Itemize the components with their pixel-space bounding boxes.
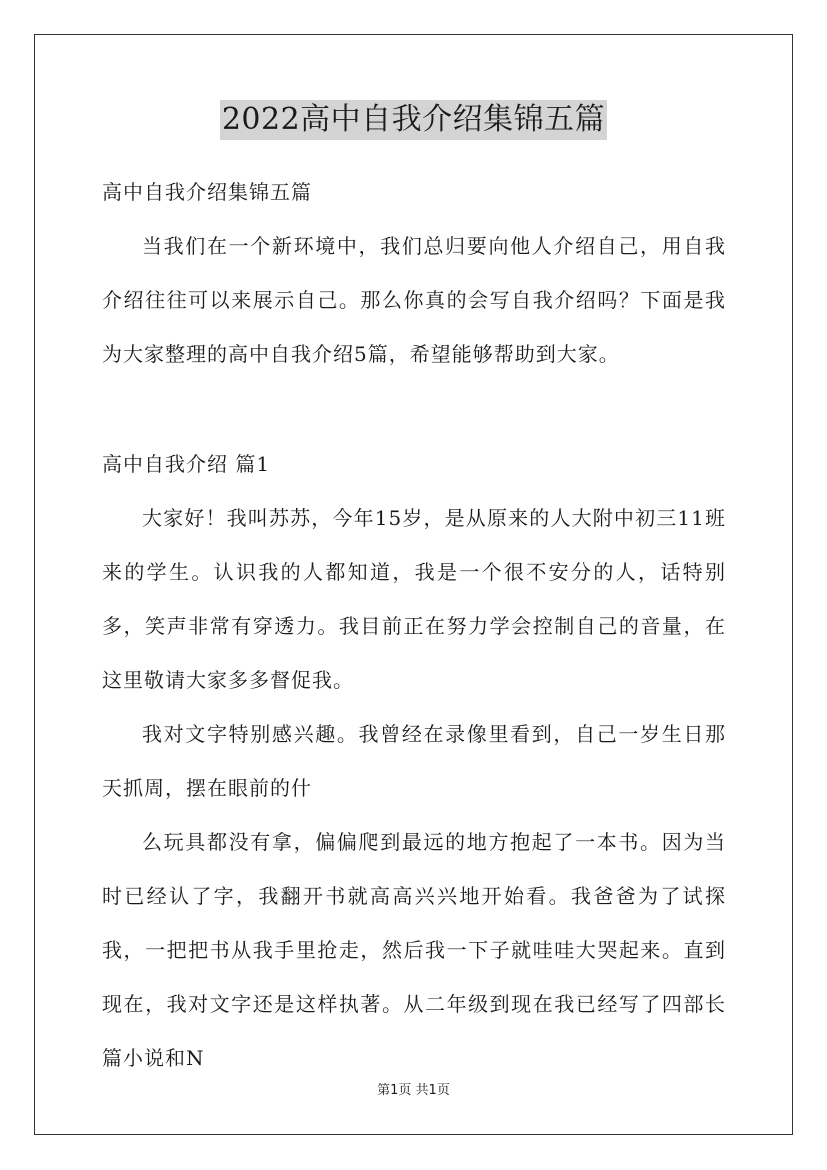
body-paragraph: 么玩具都没有拿，偏偏爬到最远的地方抱起了一本书。因为当时已经认了字，我翻开书就高高兴兴地开始看。我爸爸为了试探我，一把把书从我手里抢走，然后我一下子就哇哇大哭起来。直到现在，我对文字还是这样执著。从二年级到现在我已经写了四部长篇小说和N [102, 830, 726, 1070]
intro-paragraph: 当我们在一个新环境中，我们总归要向他人介绍自己，用自我介绍往往可以来展示自己。那么你真的会写自我介绍吗？下面是我为大家整理的高中自我介绍5篇，希望能够帮助到大家。 [102, 234, 726, 366]
document-title[interactable]: 2022高中自我介绍集锦五篇 [220, 100, 607, 140]
body-paragraph: 大家好！我叫苏苏，今年15岁，是从原来的人大附中初三11班来的学生。认识我的人都知道，我是一个很不安分的人，话特别多，笑声非常有穿透力。我目前正在努力学会控制自己的音量，在这里敬请大家多多督促我。 [102, 506, 726, 692]
body-paragraph: 我对文字特别感兴趣。我曾经在录像里看到，自己一岁生日那天抓周，摆在眼前的什 [102, 722, 726, 800]
document-body [102, 165, 726, 381]
section-heading: 高中自我介绍 篇1 [102, 452, 271, 476]
page-number: 第1页 共1页 [377, 1083, 450, 1098]
document-subtitle: 高中自我介绍集锦五篇 [102, 180, 312, 204]
section-body [102, 437, 726, 1085]
title-container [0, 100, 827, 140]
page-footer [0, 1082, 827, 1100]
